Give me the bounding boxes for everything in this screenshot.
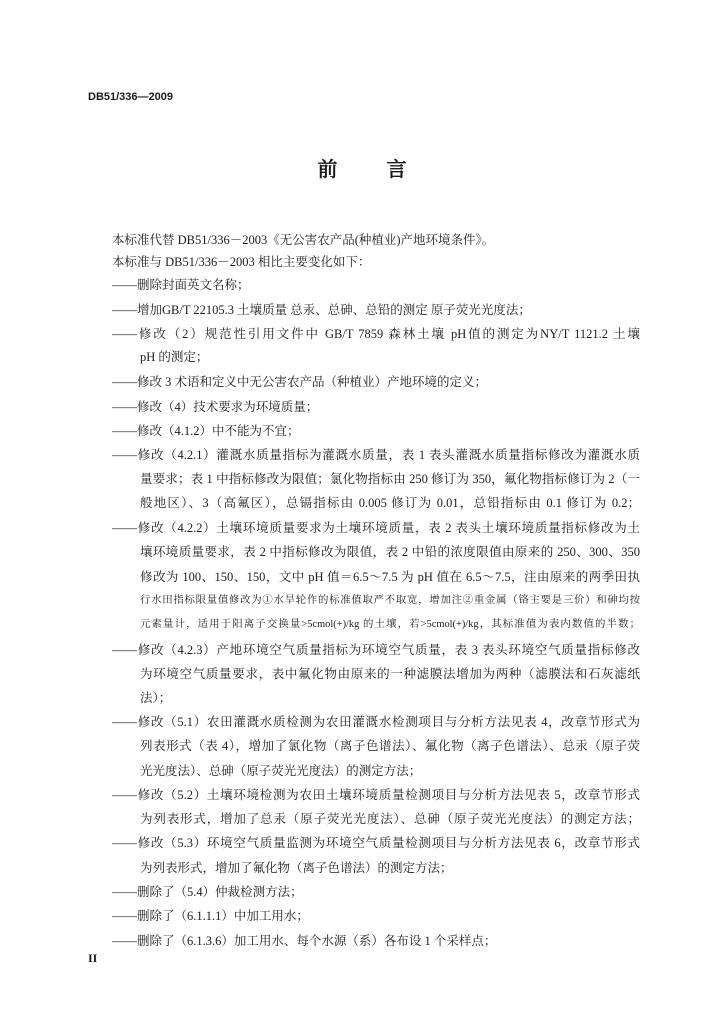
change-line: ——删除了（5.4）仲裁检测方法；	[112, 885, 303, 899]
change-line: ——修改（5.1）农田灌溉水质检测为农田灌溉水检测项目与分析方法见表 4，改章节形式为	[112, 715, 640, 729]
change-line: ——修改（4.2.2）土壤环境质量要求为土壤环境质量，表 2 表头土壤环境质量指标修改为土	[112, 521, 640, 535]
change-line: ——删除了（6.1.3.6）加工用水、每个水源（系）各布设 1 个采样点；	[112, 934, 497, 948]
change-line: ——删除了（6.1.1.1）中加工用水；	[112, 909, 309, 923]
change-line: ——修改（2）规范性引用文件中 GB/T 7859 森林土壤 pH值的测定为NY/T 1121.2 土壤	[112, 327, 640, 341]
change-line: 为列表形式，增加了氟化物（离子色谱法）的测定方法；	[140, 861, 453, 875]
change-line: 修改为 100、150、150，文中 pH 值＝6.5～7.5 为 pH 值在 6.5～7.5，注由原来的两季田执	[140, 570, 640, 584]
change-line: ——修改（5.2）土壤环境检测为农田土壤环境质量检测项目与分析方法见表 5，改章节形式	[112, 788, 640, 802]
change-line: 壤环境质量要求，表 2 中指标修改为限值，表 2 中铅的浓度限值由原来的 250、300、350	[140, 545, 640, 559]
change-line: 光光度法）、总砷（原子荧光光度法）的测定方法；	[140, 764, 422, 778]
document-code-header: DB51/336—2009	[88, 91, 174, 103]
change-line: ——修改（4）技术要求为环境质量；	[112, 400, 319, 414]
intro-line: 本标准与 DB51/336－2003 相比主要变化如下：	[112, 255, 371, 269]
change-line: pH 的测定；	[140, 350, 209, 364]
change-line: ——修改 3 术语和定义中无公害农产品（种植业）产地环境的定义；	[112, 375, 488, 389]
section-title: 前 言	[317, 159, 429, 181]
change-line: 为列表形式，增加了总汞（原子荧光光度法）、总砷（原子荧光光度法）的测定方法；	[140, 812, 640, 826]
change-line: 法）；	[140, 691, 172, 705]
change-line: 行水田指标限量值修改为①水旱轮作的标准值取严不取宽，增加注②重金属（铬主要是三价）和砷均按	[140, 595, 640, 606]
change-line: 列表形式（表 4），增加了氯化物（离子色谱法）、氟化物（离子色谱法）、总汞（原子荧	[140, 739, 640, 753]
change-line: ——修改（4.2.1）灌溉水质量指标为灌溉水质量，表 1 表头灌溉水质量指标修改为灌溉水质	[112, 448, 640, 462]
change-line: 为环境空气质量要求，表中氟化物由原来的一种滤膜法增加为两种（滤膜法和石灰滤纸	[140, 667, 640, 681]
change-line: ——修改（4.1.2）中不能为不宜；	[112, 424, 300, 438]
change-line: ——删除封面英文名称；	[112, 278, 250, 292]
change-line: 元素量计，适用于阳离子交换量>5cmol(+)/kg 的土壤，若>5cmol(+)/kg，其标准值为表内数值的半数；	[140, 619, 640, 630]
change-line: ——修改（5.3）环境空气质量监测为环境空气质量检测项目与分析方法见表 6，改章节形式	[112, 836, 640, 850]
page-number: II	[88, 951, 98, 965]
change-line: ——增加GB/T 22105.3 土壤质量 总汞、总砷、总铅的测定 原子荧光光度法；	[112, 303, 531, 317]
change-line: 般地区）、3（高氟区），总镉指标由 0.005 修订为 0.01，总铅指标由 0.1 修订为 0.2；	[140, 496, 640, 510]
change-line: 量要求；表 1 中指标修改为限值；氯化物指标由 250 修订为 350，氟化物指标修订为 2（一	[140, 472, 640, 486]
intro-line: 本标准代替 DB51/336－2003《无公害农产品(种植业)产地环境条件》。	[112, 233, 495, 247]
change-line: ——修改（4.2.3）产地环境空气质量指标为环境空气质量，表 3 表头环境空气质量指标修改	[112, 643, 640, 657]
